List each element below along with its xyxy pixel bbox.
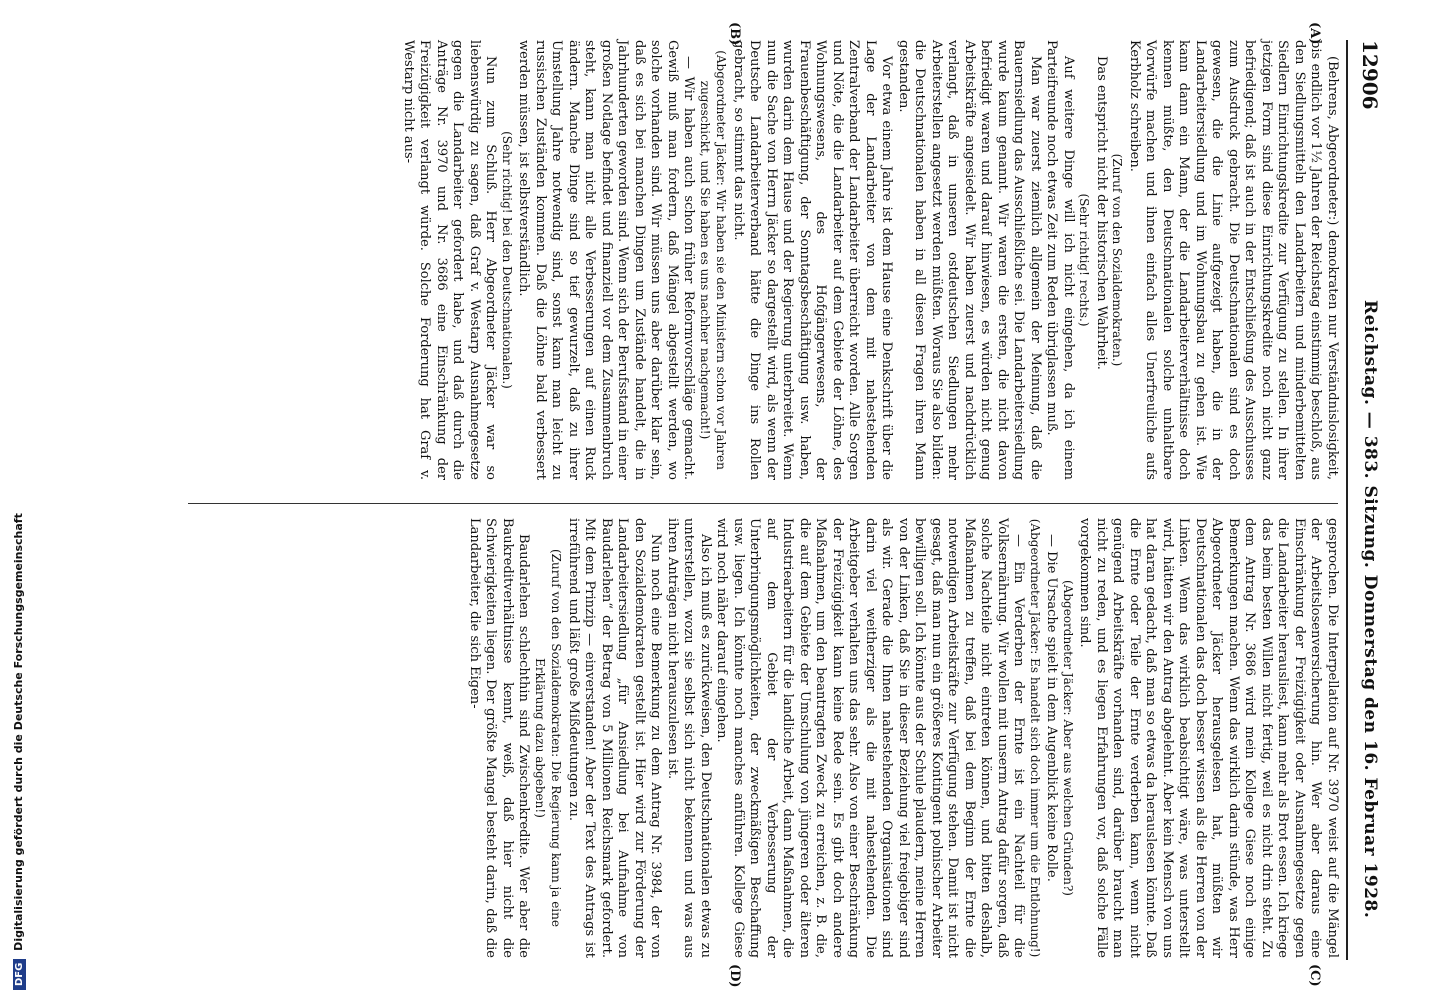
margin-marker-c: (C) — [1307, 964, 1322, 987]
paragraph: Vor etwa einem Jahre ist dem Hause eine Denkschrift über die Lage der Landarbeiter von dem mit nahestehenden Zentralverband der Landarbeiter überreicht worden. Alle Sorgen und Nöte, die die Landarbeiter auf dem Gebiete der Löhne, des Wohnungswesens, des Hofgängerwesens, der Frauenbeschäftigung, der Sonntagsbeschäftigung usw. haben, wurden darin dem Hause und der Regierung unterbreitet. Wenn nun die Sache von Herrn Jäcker so dargestellt wird, als wenn der Deutsche Landarbeiterverband hätte die Dinge ins Rollen gebracht, so stimmt das nicht. — [731, 40, 895, 480]
paragraph: Das entspricht nicht der historischen Wahrheit. — [1094, 56, 1109, 370]
margin-marker-b: (B) — [727, 22, 742, 46]
right-column — [466, 518, 1341, 958]
interjection: (Zuruf von den Sozialdemokraten: Die Regierung kann ja eine Erklärung dazu abgeben!) — [533, 549, 564, 927]
paragraph: Man war zuerst ziemlich allgemein der Meinung, daß die Bauernsiedlung das Ausschließliche sei. Die Landarbeitersiedlung wurde kaum genannt. Wir waren die ersten, die nicht davon befriedigt waren und darauf hinwiesen, es würden nicht genug Arbeitskräfte angesiedelt. Wir haben zuerst und nachdrücklich verlangt, daß in unseren ostdeutschen Siedlungen mehr Arbeiterstellen angesetzt werden müßten. Woraus Sie also bilden: die Deutschnationalen haben in all diesen Fragen ihren Mann gestanden. — [896, 40, 1043, 480]
paragraph: (Behrens, Abgeordneter:) demokraten nur Verständnislosigkeit, bis endlich vor 1½ Jahren der Reichstag einstimmig beschloß, aus den Siedlungsmitteln den Landarbeitern und minderbemittelten Siedlern Einrichtungskredite zur Verfügung zu stellen. In ihrer jetzigen Form sind diese Einrichtungskredite noch nicht ganz befriedigend; daß ist auch in der Entschließung des Ausschusses zum Ausdruck gebracht. Die Deutschnationalen sind es doch gewesen, die die Linie aufgezeigt haben, die in der Landarbeitersiedlung und im Wohnungsbau zu gehen ist. Wie kann dann ein Mann, der die Landarbeiterverhältnisse doch kennen müßte, den Deutschnationalen solche unhaltbare Vorwürfe machen und ihnen einfach alles Unerfreuliche aufs Kerbholz schreiben. — [1127, 40, 1340, 480]
interjection: (Abgeordneter Jäcker: Es handelt sich doch immer um die Entlohnung!) — [1028, 518, 1042, 958]
paragraph: — Ein Verderben der Ernte ist ein Nachteil für die Volksernährung. Wir wollen mit unserm Antrag dafür sorgen, daß solche Nachteile nicht eintreten können, und bitten deshalb, Maßnahmen zu treffen, daß bei dem Beginn der Ernte die notwendigen Arbeitskräfte zur Verfügung stehen. Damit ist nicht gesagt, daß man nun ein größeres Kontingent polnischer Arbeiter bewilligen soll. Ich könnte aus der Schule plaudern, meine Herren von der Linken, daß Sie in dieser Beziehung viel freigebiger sind als wir. Gerade die Ihnen nahestehenden Organisationen sind darin viel weitherziger als die mit nahestehenden. Die Arbeitgeber verhalten uns das sehr. Also von einer Beschränkung der Freizügigkeit kann keine Rede sein. Es gibt doch andere Maßnahmen, um den beantragten Zweck zu erreichen, z. B. die, die auf dem Gebiete der Umschulung von jüngeren oder älteren Industriearbeitern für die landliche Arbeit, dann Maßnahmen, die auf dem Gebiet der Verbesserung der Unterbringungsmöglichkeiten, der zweckmäßigen Beschaffung usw. liegen. Ich könnte noch manches anführen. Kollege Giese wird noch näher darauf eingehen. — [714, 518, 1027, 958]
margin-marker-a: (A) — [1307, 22, 1322, 45]
left-column — [400, 40, 1341, 480]
paragraph: gesprochen. Die Interpellation auf Nr. 3970 weist auf die Mängel der Arbeitslosenversicherung hin. Wer aber daraus eine Einschränkung der Freizügigkeit oder Ausnahmegesetze gegen die Landarbeiter herausliest, kann mehr als Brot essen. Ich kriege das beim besten Willen nicht fertig, weil es nicht drin steht. Zu dem Antrag Nr. 3686 wird mein Kollege Giese noch einige Bemerkungen machen. Wenn das wirklich darin stünde, was Herr Abgeordneter Jäcker herausgelesen hat, müßten wir Deutschnationalen das doch besser wissen als die Herren von der Linken. Wenn das wirklich beabsichtigt wäre, was unterstellt wird, hätten wir den Antrag abgelehnt. Aber kein Mensch von uns hat daran gedacht, daß man so etwas da herauslesen könnte. Daß die Ernte oder Teile der Ernte verderben kann, wenn nicht genügend Arbeitskräfte vorhanden sind, darüber braucht man nicht zu reden, und es liegen Erfahrungen vor, daß solche Fälle vorgekommen sind. — [1077, 518, 1340, 958]
running-title: Reichstag. — 383. Sitzung. Donnerstag den 16. Februar 1928. — [1360, 300, 1380, 919]
page-number: 12906 — [1358, 40, 1382, 110]
paragraph: Baudarlehen schlechthin sind Zwischenkredite. Wer aber die Baukreditverhältnisse kennt, weiß, daß hier nicht die Schwierigkeiten liegen. Der größte Mangel besteht darin, daß die Landarbeiter, die sich Eigen- — [467, 518, 532, 958]
interjection: (Sehr richtig! bei den Deutschnationalen.) — [500, 131, 514, 389]
interjection: (Zuruf von den Sozialdemokraten.) — [1110, 153, 1125, 367]
scanned-page — [140, 0, 1410, 1000]
paragraph: Also ich muß es zurückweisen, den Deutschnationalen etwas zu unterstellen, wozu sie selbst sich nicht bekennen und was aus ihren Anträgen nicht herauszulesen ist. — [665, 518, 713, 958]
credit-text: Digitalisierung gefördert durch die Deutsche Forschungsgemeinschaft — [12, 513, 25, 951]
paragraph: — Die Ursache spielt in dem Augenblick keine Rolle. — [1044, 534, 1060, 882]
interjection: (Sehr richtig! rechts.) — [1077, 193, 1092, 327]
column-divider — [188, 503, 1338, 504]
page-header — [1350, 0, 1382, 1000]
header-rule — [1346, 40, 1348, 960]
digitization-credit-strip — [0, 0, 24, 1000]
margin-marker-d: (D) — [727, 964, 742, 988]
paragraph: Nun zum Schluß. Herr Abgeordneter Jäcker war so liebenswürdig zu sagen, daß Graf v. Westarp Ausnahmegesetze gegen die Landarbeiter gefordert habe, und daß durch die Anträge Nr. 3970 und Nr. 3686 eine Einschränkung der Freizügigkeit verlangt würde. Solche Forderung hat Graf v. Westarp nicht aus- — [401, 40, 499, 480]
paragraph: Nun noch eine Bemerkung zu dem Antrag Nr. 3984, der von den Sozialdemokraten gestellt ist. Hier wird zur Förderung der Landarbeitersiedlung „für Ansiedlung bei Aufnahme von Baudarlehen“ der Betrag von 5 Millionen Reichsmark gefordert. Mit dem Prinzip — einverstanden! Aber der Text des Antrags ist irreführend und läßt große Mißdeutungen zu. — [566, 518, 664, 958]
paragraph: Auf weitere Dinge will ich nicht eingehen, da ich einem Parteifreunde noch etwas Zeit zum Reden übriglassen muß. — [1044, 40, 1076, 480]
dfg-logo: DFG — [13, 959, 26, 990]
interjection: (Abgeordneter Jäcker: Wir haben sie den Ministern schon vor Jahren zugeschickt, und Sie haben es uns nachher nachgemacht!) — [698, 50, 729, 470]
digitization-credit — [12, 513, 26, 990]
paragraph: — Wir haben auch schon früher Reformvorschläge gemacht. Gewiß muß man fordern, daß Mängel abgestellt werden, wo solche vorhanden sind. Wir müssen uns aber darüber klar sein, daß es sich bei manchen Dingen um Zustände handelt, die in Jahrhunderten geworden sind. Wenn sich der Berufsstand in einer großen Notlage befindet und finanziell vor dem Zusammenbruch steht, kann man nicht alle Verbesserungen auf einen Ruck ändern. Manche Dinge sind so tief gewurzelt, daß zu ihrer Umstellung Jahre notwendig sind, sonst kann man leicht zu russischen Zuständen kommen. Daß die Löhne bald verbessert werden müssen, ist selbstverständlich. — [516, 40, 697, 480]
interjection: (Abgeordneter Jäcker: Aber aus welchen Gründen?) — [1061, 580, 1075, 896]
